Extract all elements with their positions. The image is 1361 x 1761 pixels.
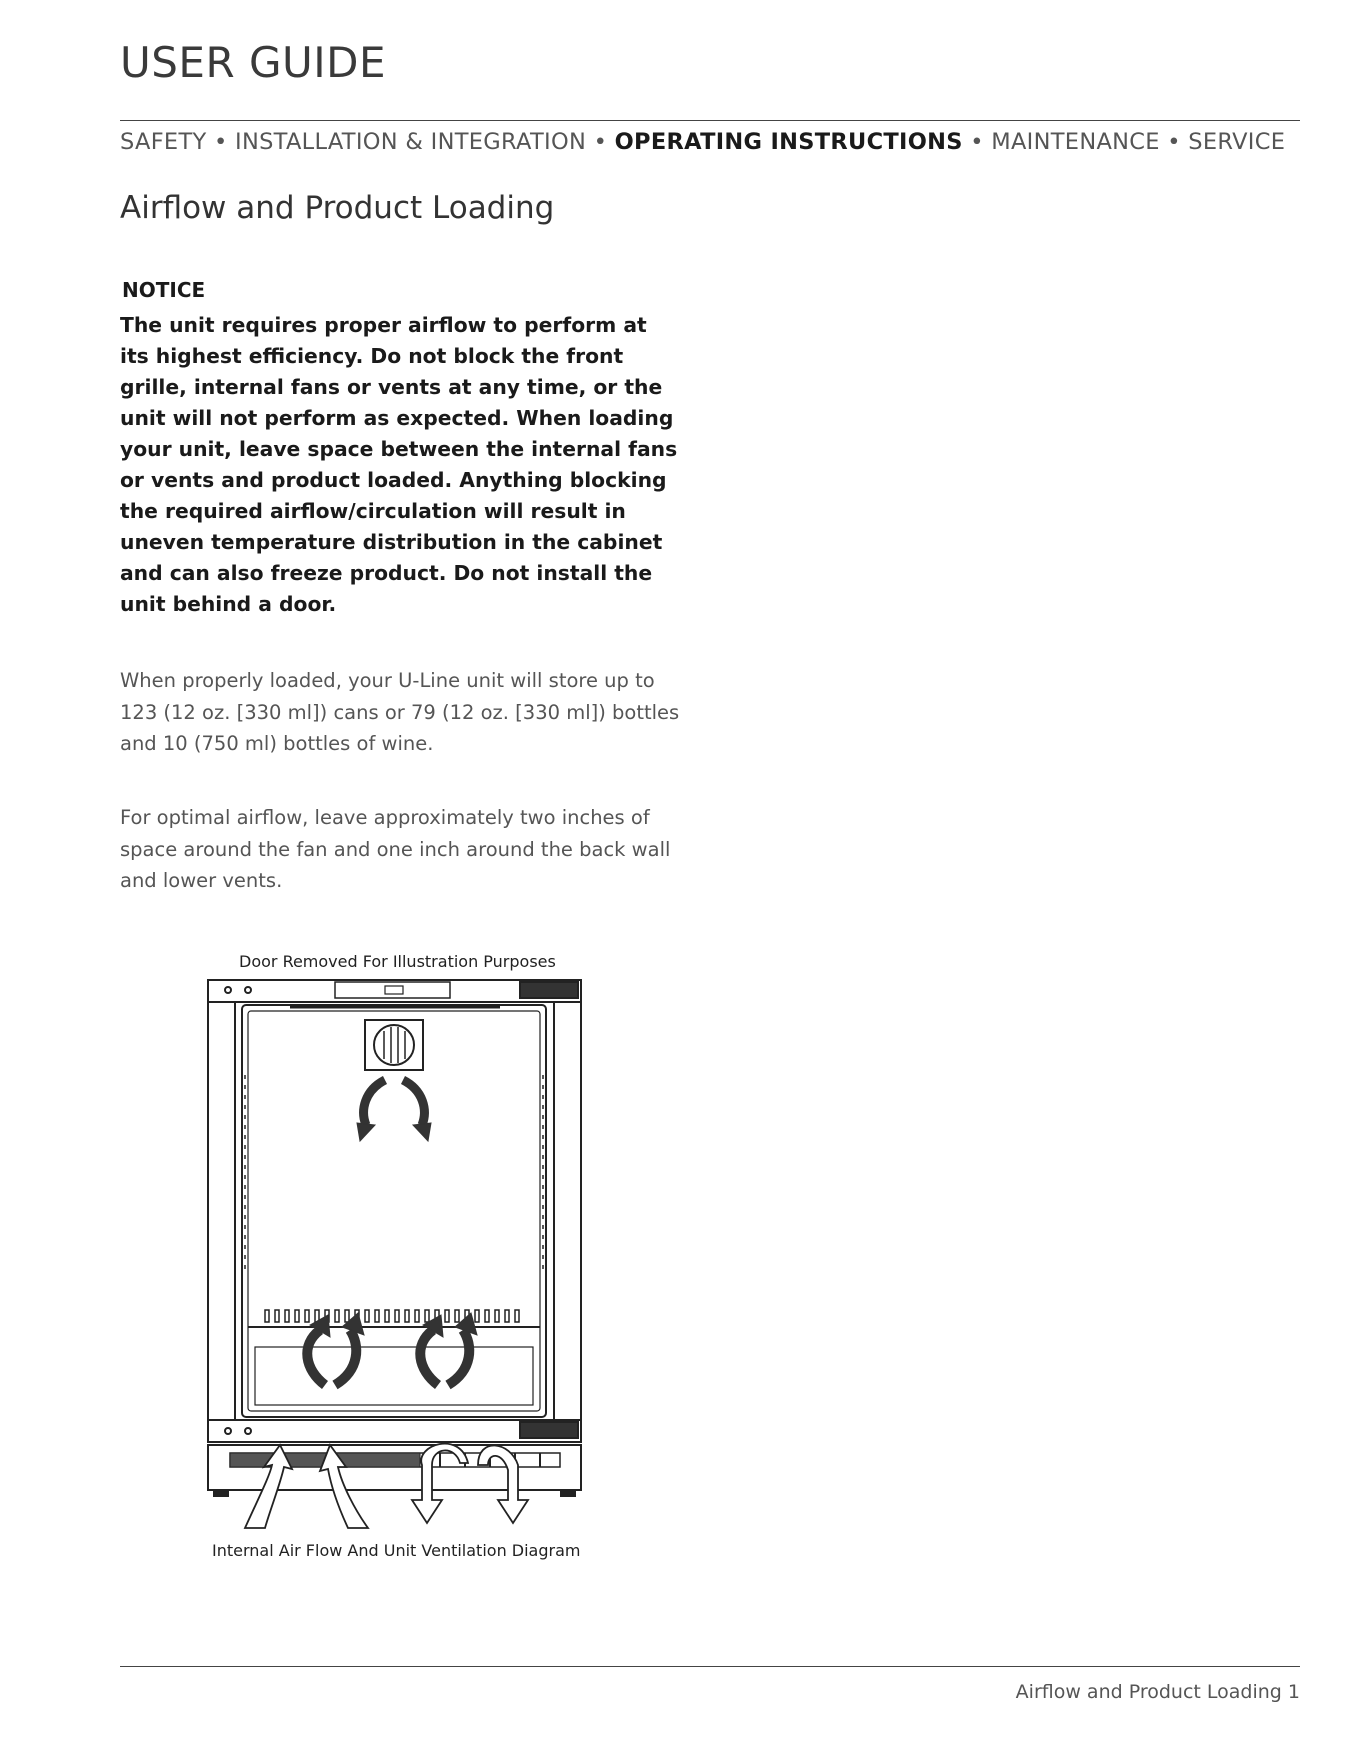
section-nav (120, 129, 1302, 155)
nav-item-service: SERVICE (1188, 129, 1286, 155)
nav-item-operating-instructions: OPERATING INSTRUCTIONS (614, 129, 963, 155)
capacity-paragraph: When properly loaded, your U-Line unit will store up to 123 (12 oz. [330 ml]) cans or 79 (12 oz. [330 ml]) bottles and 10 (750 ml) bottles of wine. (120, 669, 680, 755)
nav-item-safety: SAFETY (120, 129, 207, 155)
page-footer: Airflow and Product Loading 1 (1015, 1681, 1300, 1703)
notice-text: The unit requires proper airflow to perform at its highest efficiency. Do not block the front grille, internal fans or vents at any time, or the unit will not perform as expected. When loading your unit, leave space between the internal fans or vents and product loaded. Anything blocking the required airflow/circulation will result in uneven temperature distribution in the cabinet and can also freeze product. Do not install the unit behind a door. (120, 313, 678, 616)
section-title: Airflow and Product Loading (120, 190, 555, 226)
nav-separator: • (970, 129, 984, 155)
figure-caption-top: Door Removed For Illustration Purposes (239, 952, 556, 971)
airflow-diagram (200, 975, 590, 1535)
figure-caption-bottom: Internal Air Flow And Unit Ventilation Diagram (212, 1541, 581, 1560)
nav-separator: • (214, 129, 228, 155)
notice-label: NOTICE (122, 278, 206, 302)
nav-separator: • (593, 129, 608, 155)
nav-item-maintenance: MAINTENANCE (991, 129, 1160, 155)
nav-item-installation: INSTALLATION & INTEGRATION (235, 129, 587, 155)
footer-divider (120, 1666, 1300, 1667)
lower-airflow-arrows (307, 1313, 477, 1385)
nav-separator: • (1167, 129, 1181, 155)
document-title: USER GUIDE (120, 38, 387, 87)
fan-airflow-arrows (357, 1080, 431, 1141)
airflow-paragraph: For optimal airflow, leave approximately two inches of space around the fan and one inch around the back wall and lower vents. (120, 806, 671, 892)
refrigerator-outline (208, 980, 581, 1496)
header-divider (120, 120, 1300, 121)
